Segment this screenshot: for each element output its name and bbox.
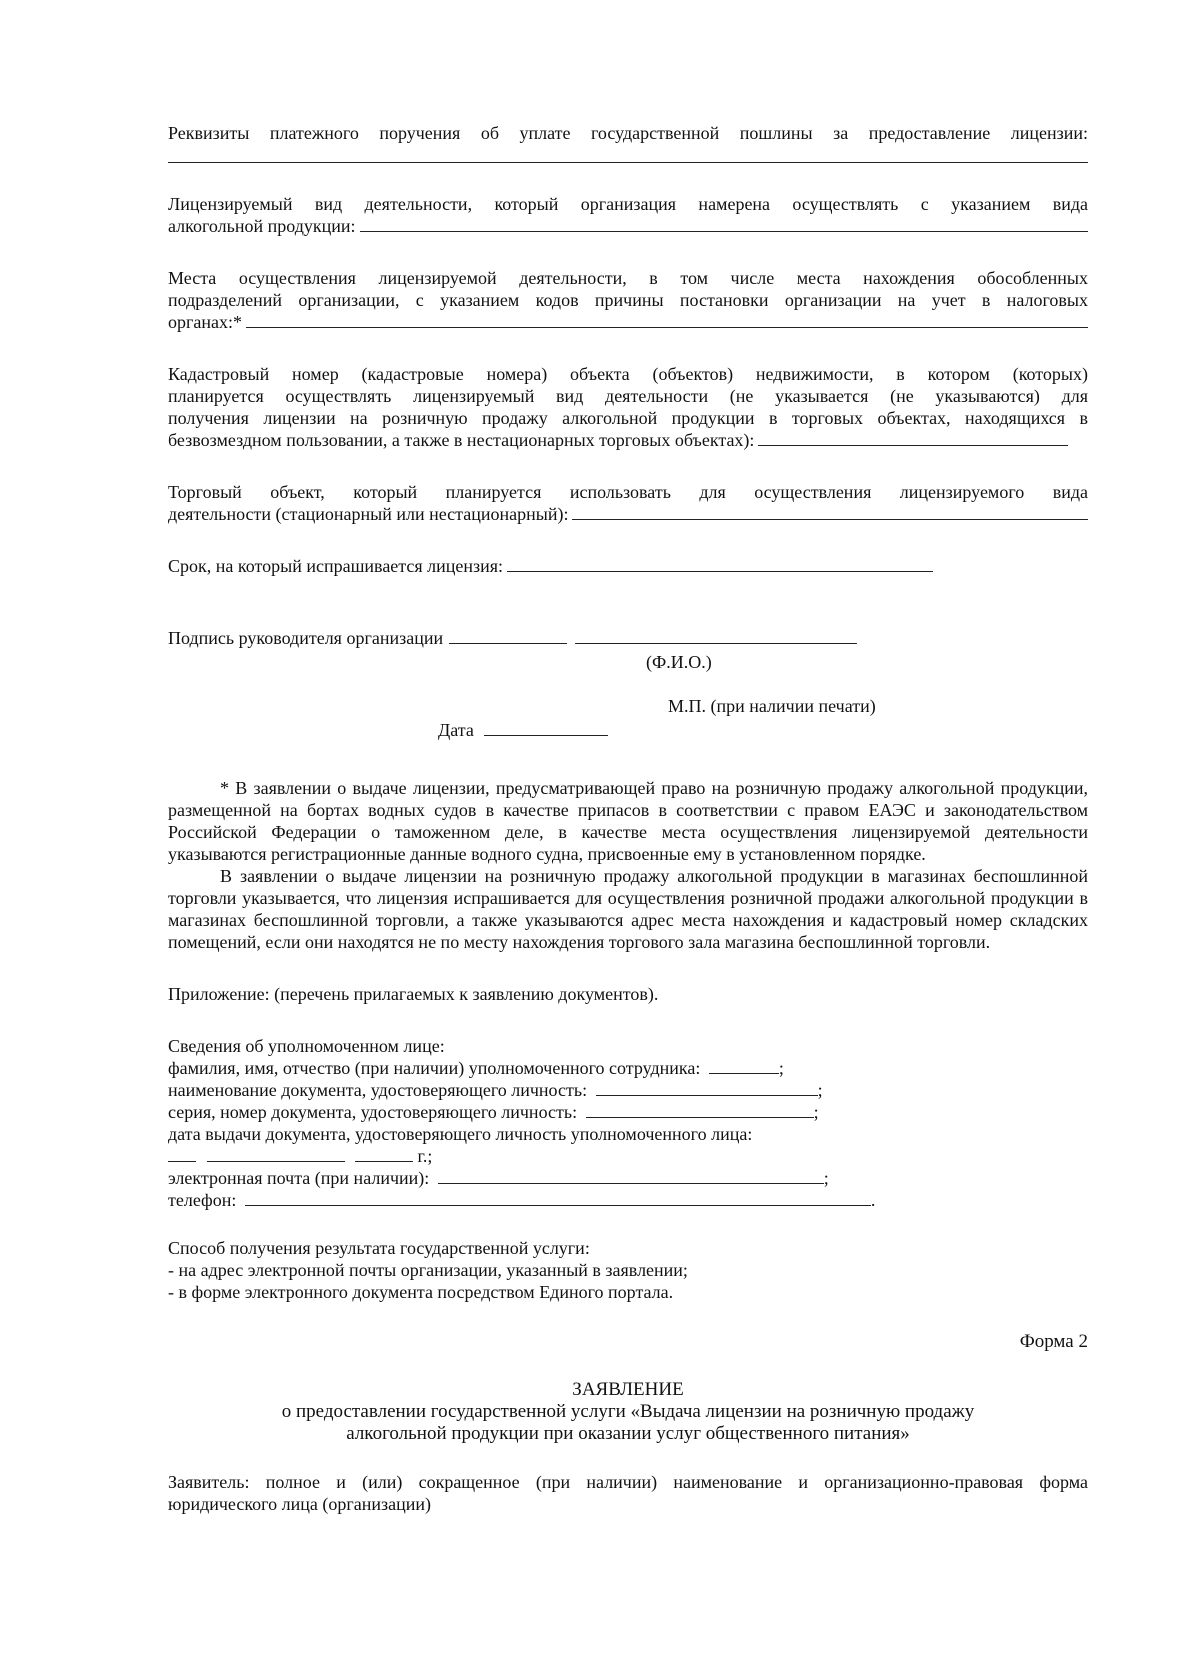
- semicolon-mark: ;: [778, 1058, 784, 1078]
- term-label: Срок, на который испрашивается лицензия:: [168, 556, 504, 576]
- cadastral-line-2: планируется осуществлять лицензируемый вид деятельности (не указывается (не указываются) для: [168, 386, 1088, 406]
- doc-number-label: серия, номер документа, удостоверяющего личность:: [168, 1102, 578, 1122]
- phone-field[interactable]: [245, 1189, 871, 1206]
- phone-label: телефон:: [168, 1190, 237, 1210]
- term-section: [168, 555, 1088, 577]
- authorized-heading: Сведения об уполномоченном лице:: [168, 1036, 445, 1056]
- places-section: [168, 267, 1088, 333]
- form2-section: [168, 1331, 1088, 1515]
- places-field-line[interactable]: [246, 311, 1088, 328]
- signature-section: [168, 627, 1088, 740]
- activity-line-2: алкогольной продукции:: [168, 216, 356, 236]
- payment-field-line[interactable]: [168, 146, 1088, 163]
- year-suffix: г.;: [417, 1146, 433, 1166]
- doc-name-label: наименование документа, удостоверяющего личность:: [168, 1080, 588, 1100]
- cadastral-line-1: Кадастровый номер (кадастровые номера) объекта (объектов) недвижимости, в котором (которых): [168, 364, 1088, 384]
- document-body: [168, 122, 1088, 1515]
- authorized-name-field[interactable]: [709, 1057, 779, 1074]
- trade-object-line-1: Торговый объект, который планируется использовать для осуществления лицензируемого вида: [168, 482, 1088, 502]
- payment-section: [168, 122, 1088, 163]
- cadastral-line-3: получения лицензии на розничную продажу алкогольной продукции в торговых объектах, находящихся в: [168, 408, 1088, 428]
- result-option-email: - на адрес электронной почты организации, указанный в заявлении;: [168, 1260, 688, 1280]
- trade-object-line-2: деятельности (стационарный или нестационарный):: [168, 504, 569, 524]
- form2-subtitle-2: алкогольной продукции при оказании услуг общественного питания»: [346, 1423, 910, 1444]
- issue-date-label: дата выдачи документа, удостоверяющего личность уполномоченного лица:: [168, 1124, 753, 1144]
- places-line-1: Места осуществления лицензируемой деятельности, в том числе места нахождения обособленных: [168, 268, 1088, 288]
- authorized-section: [168, 1035, 1088, 1211]
- doc-number-field[interactable]: [586, 1101, 814, 1118]
- stamp-caption: М.П. (при наличии печати): [668, 696, 876, 716]
- form2-label: Форма 2: [1019, 1331, 1088, 1352]
- authorized-name-label: фамилия, имя, отчество (при наличии) уполномоченного сотрудника:: [168, 1058, 701, 1078]
- activity-field-line[interactable]: [360, 215, 1088, 232]
- cadastral-section: [168, 363, 1088, 451]
- result-option-portal: - в форме электронного документа посредством Единого портала.: [168, 1282, 674, 1302]
- date-label: Дата: [438, 720, 474, 740]
- term-field-line[interactable]: [507, 555, 933, 572]
- footnote-paragraph-1: * В заявлении о выдаче лицензии, предусматривающей право на розничную продажу алкогольной продукции, размещенной на бортах водных судов в качестве припасов в соответствии с правом ЕАЭС и законодательством Российской Федерации о таможенном деле, в качестве места осуществления лицензируемой деятельности указываются регистрационные данные водного судна, присвоенные ему в установленном порядке.: [168, 778, 1088, 864]
- result-heading: Способ получения результата государственной услуги:: [168, 1238, 590, 1258]
- applicant-line-1: Заявитель: полное и (или) сокращенное (при наличии) наименование и организационно-правовая форма: [168, 1472, 1088, 1492]
- fio-caption: (Ф.И.О.): [646, 652, 712, 672]
- semicolon-mark: ;: [813, 1102, 819, 1122]
- applicant-line-2: юридического лица (организации): [168, 1494, 431, 1514]
- fio-field-line[interactable]: [575, 627, 857, 644]
- cadastral-line-4: безвозмездном пользовании, а также в нестационарных торговых объектах):: [168, 430, 755, 450]
- trade-object-section: [168, 481, 1088, 525]
- period-mark: .: [870, 1190, 876, 1210]
- footnote-section: [168, 777, 1088, 953]
- cadastral-field-line[interactable]: [758, 429, 1068, 446]
- signature-label: Подпись руководителя организации: [168, 628, 444, 648]
- form2-subtitle-1: о предоставлении государственной услуги «Выдача лицензии на розничную продажу: [281, 1401, 975, 1422]
- places-line-3: органах:*: [168, 312, 242, 332]
- attachment-label: Приложение: (перечень прилагаемых к заявлению документов).: [168, 984, 659, 1004]
- signature-field-line[interactable]: [449, 627, 567, 644]
- date-field-line[interactable]: [484, 719, 608, 736]
- email-field[interactable]: [438, 1167, 824, 1184]
- issue-month-field[interactable]: [207, 1145, 345, 1162]
- trade-object-field-line[interactable]: [572, 503, 1088, 520]
- places-line-2: подразделений организации, с указанием кодов причины постановки организации на учет в налоговых: [168, 290, 1088, 310]
- email-label: электронная почта (при наличии):: [168, 1168, 430, 1188]
- doc-name-field[interactable]: [596, 1079, 818, 1096]
- semicolon-mark: ;: [817, 1080, 823, 1100]
- payment-label: Реквизиты платежного поручения об уплате государственной пошлины за предоставление лицензии:: [168, 123, 1088, 143]
- form2-title: ЗАЯВЛЕНИЕ: [572, 1379, 684, 1400]
- footnote-paragraph-2: В заявлении о выдаче лицензии на розничную продажу алкогольной продукции в магазинах беспошлинной торговли указывается, что лицензия испрашивается для осуществления розничной продажи алкогольной продукции в магазинах беспошлинной торговли, а также указываются адрес места нахождения и кадастровый номер складских помещений, если они находятся не по месту нахождения торгового зала магазина беспошлинной торговли.: [168, 866, 1088, 952]
- result-section: [168, 1237, 1088, 1303]
- activity-line-1: Лицензируемый вид деятельности, который организация намерена осуществлять с указанием вида: [168, 194, 1088, 214]
- semicolon-mark: ;: [823, 1168, 829, 1188]
- issue-day-field[interactable]: [168, 1145, 196, 1162]
- issue-year-field[interactable]: [355, 1145, 413, 1162]
- activity-section: [168, 193, 1088, 237]
